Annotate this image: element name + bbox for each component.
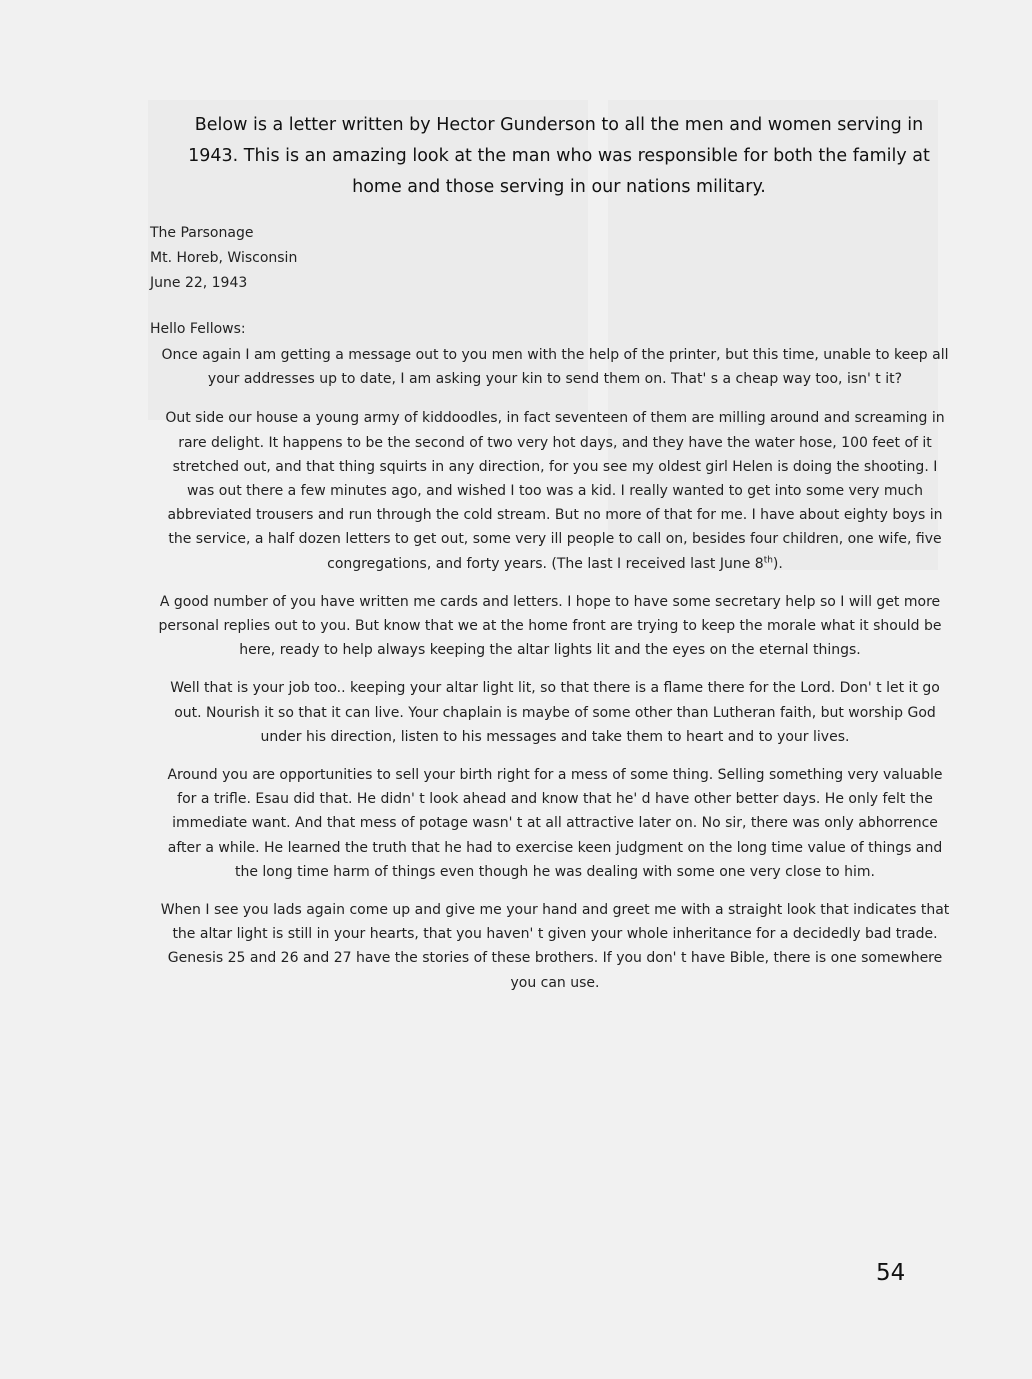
letter-paragraph-1: Once again I am getting a message out to you men with the help of the printer, but this time, unable to keep all your addresses up to date, I am asking your kin to send them on. That' s a cheap way too, isn' t it?: [161, 347, 949, 388]
ordinal-suffix: th: [763, 554, 773, 565]
letter-paragraph-2-text: Out side our house a young army of kiddoodles, in fact seventeen of them are milling around and screaming in rare delight. It happens to be the second of two very hot days, and they have the water hose, 100 feet of it stretched out, and that thing squirts in any direction, for you see my oldest girl Helen is doing the shooting. I was out there a few minutes ago, and wished I too was a kid. I really wanted to get into some very much abbreviated trousers and run through the cold stream. But no more of that for me. I have about eighty boys in the service, a half dozen letters to get out, some very ill people to call on, besides four children, one wife, five congregations, and forty years. (The last I received last June 8: [165, 410, 945, 572]
letter-paragraph-3: A good number of you have written me cards and letters. I hope to have some secretary help so I will get more personal replies out to you. But know that we at the home front are trying to keep the morale what it should be here, ready to help always keeping the altar lights lit and the eyes on the eternal things.: [158, 593, 942, 659]
letter-paragraph-5: Around you are opportunities to sell your birth right for a mess of some thing. Selling something very valuable for a trifle. Esau did that. He didn' t look ahead and know that he' d have other better days. He only felt the immediate want. And that mess of potage wasn' t at all attractive later on. No sir, there was only abhorrence after a while. He learned the truth that he had to exercise keen judgment on the long time value of things and the long time harm of things even though he was dealing with some one very close to him.: [167, 767, 943, 880]
letter-paragraph-6: When I see you lads again come up and give me your hand and greet me with a straight look that indicates that the altar light is still in your hearts, that you haven' t given your whole inheritance for a decidedly bad trade. Genesis 25 and 26 and 27 have the stories of these brothers. If you don' t have Bible, there is one somewhere you can use.: [160, 902, 950, 991]
address-line-town: Mt. Horeb, Wisconsin: [150, 250, 298, 266]
closing-paren: ).: [772, 555, 783, 572]
letter-address: [150, 221, 950, 296]
page-content: [150, 110, 950, 1009]
address-line-parsonage: The Parsonage: [150, 225, 254, 241]
letter-paragraph-4: Well that is your job too.. keeping your altar light lit, so that there is a flame there for the Lord. Don' t let it go out. Nourish it so that it can live. Your chaplain is maybe of some other than Lutheran faith, but worship God under his direction, listen to his messages and take them to heart and to your lives.: [170, 680, 940, 745]
letter-salutation: Hello Fellows:: [150, 321, 246, 337]
letter-paragraph-2: [150, 406, 950, 575]
page-number: 54: [876, 1260, 906, 1286]
intro-text: Below is a letter written by Hector Gunderson to all the men and women serving in 1943. This is an amazing look at the man who was responsible for both the family at home and those serving in our nations military.: [188, 115, 930, 197]
address-line-date: June 22, 1943: [150, 275, 248, 291]
